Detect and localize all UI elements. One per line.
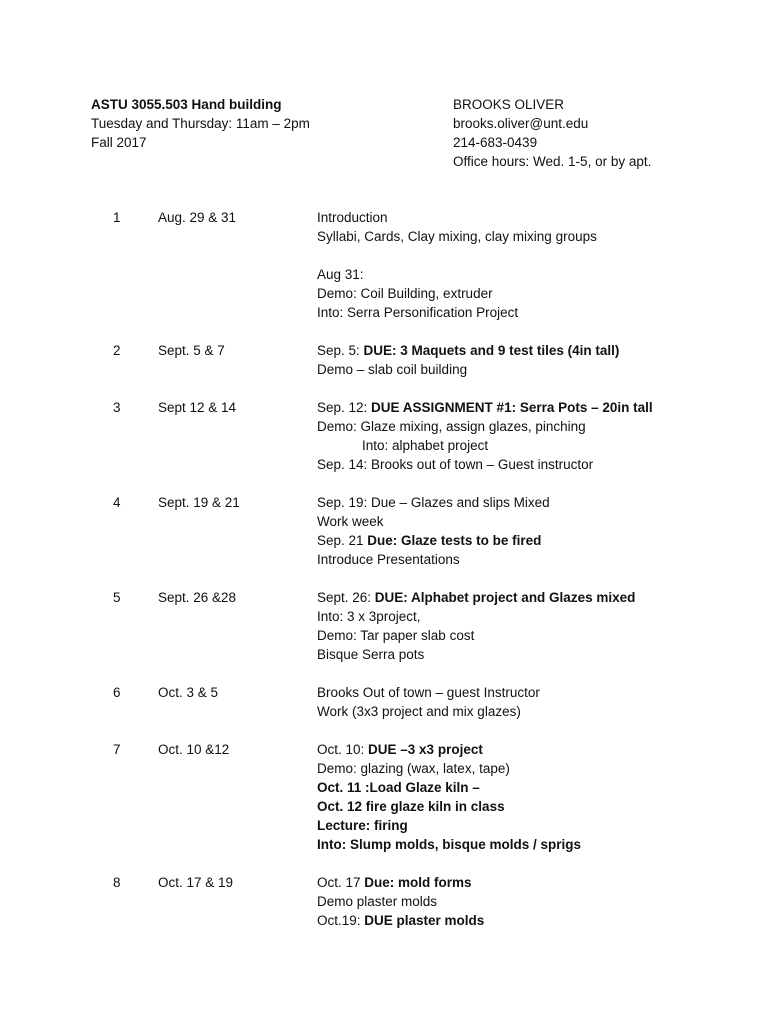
activity-text: Into: 3 x 3project, <box>317 609 421 624</box>
week-dates: Oct. 17 & 19 <box>158 875 234 890</box>
week-dates: Oct. 10 &12 <box>158 742 230 757</box>
activity-line <box>317 265 770 284</box>
activity-emphasis: DUE ASSIGNMENT #1: Serra Pots – 20in tall <box>371 400 653 415</box>
activity-text: Work (3x3 project and mix glazes) <box>317 704 521 719</box>
week-number: 8 <box>113 875 121 890</box>
activity-line <box>317 645 770 664</box>
week-spacer <box>0 379 770 398</box>
activity-text: Sep. 21 <box>317 533 368 548</box>
activity-text: Sep. 5: <box>317 343 364 358</box>
activity-text: Sep. 14: Brooks out of town – Guest instructor <box>317 457 594 472</box>
week-row <box>0 341 770 379</box>
activity-emphasis: Due: mold forms <box>364 875 472 890</box>
activity-emphasis: DUE plaster molds <box>364 913 485 928</box>
activity-line <box>317 208 770 227</box>
week-spacer <box>0 721 770 740</box>
activity-emphasis: Lecture: firing <box>317 818 408 833</box>
week-activities <box>317 740 770 854</box>
activity-emphasis: Oct. 11 :Load Glaze kiln – <box>317 780 480 795</box>
activity-line <box>317 436 770 455</box>
week-activities <box>317 493 770 569</box>
activity-line <box>317 797 770 816</box>
activity-line <box>317 892 770 911</box>
instructor-name: BROOKS OLIVER <box>453 97 565 112</box>
week-row <box>0 208 770 322</box>
activity-text: Demo: Tar paper slab cost <box>317 628 475 643</box>
week-spacer <box>0 664 770 683</box>
activity-line <box>317 398 770 417</box>
week-activities <box>317 873 770 930</box>
activity-line <box>317 911 770 930</box>
week-number: 6 <box>113 685 121 700</box>
activity-line <box>317 683 770 702</box>
activity-emphasis: DUE: 3 Maquets and 9 test tiles (4in tall) <box>363 343 620 358</box>
week-spacer <box>0 854 770 873</box>
week-number: 3 <box>113 400 121 415</box>
activity-text: Syllabi, Cards, Clay mixing, clay mixing groups <box>317 229 597 244</box>
activity-line <box>317 588 770 607</box>
activity-line <box>317 227 770 246</box>
activity-line <box>317 759 770 778</box>
week-row <box>0 588 770 664</box>
activity-text: Aug 31: <box>317 267 364 282</box>
week-row <box>0 398 770 474</box>
week-dates: Sept. 5 & 7 <box>158 343 225 358</box>
activity-line <box>317 740 770 759</box>
activity-line <box>317 417 770 436</box>
activity-line <box>317 816 770 835</box>
activity-line <box>317 607 770 626</box>
instructor-phone: 214-683-0439 <box>453 135 538 150</box>
week-spacer <box>0 322 770 341</box>
activity-text: Oct. 10: <box>317 742 369 757</box>
course-header <box>91 95 310 152</box>
activity-line <box>317 303 770 322</box>
activity-line <box>317 702 770 721</box>
activity-line <box>317 284 770 303</box>
week-dates: Sept 12 & 14 <box>158 400 237 415</box>
activity-text: Sep. 19: Due – Glazes and slips Mixed <box>317 495 550 510</box>
week-dates: Sept. 26 &28 <box>158 590 237 605</box>
office-hours: Office hours: Wed. 1-5, or by apt. <box>453 154 652 169</box>
activity-line <box>317 550 770 569</box>
week-spacer <box>0 474 770 493</box>
activity-text: Sept. 26: <box>317 590 375 605</box>
activity-line <box>317 341 770 360</box>
activity-line <box>317 512 770 531</box>
week-dates: Oct. 3 & 5 <box>158 685 219 700</box>
week-activities <box>317 683 770 721</box>
week-row <box>0 493 770 569</box>
activity-text: Demo: Glaze mixing, assign glazes, pinching <box>317 419 586 434</box>
week-activities <box>317 398 770 474</box>
activity-line <box>317 493 770 512</box>
activity-emphasis: Into: Slump molds, bisque molds / sprigs <box>317 837 582 852</box>
instructor-info <box>453 95 651 171</box>
activity-line <box>317 778 770 797</box>
activity-line <box>317 455 770 474</box>
activity-text: Brooks Out of town – guest Instructor <box>317 685 540 700</box>
activity-text: Demo: glazing (wax, latex, tape) <box>317 761 510 776</box>
activity-text: Introduction <box>317 210 388 225</box>
week-dates: Aug. 29 & 31 <box>158 210 237 225</box>
week-activities <box>317 208 770 322</box>
activity-text: Sep. 12: <box>317 400 372 415</box>
activity-text: Into: Serra Personification Project <box>317 305 519 320</box>
activity-text: Demo – slab coil building <box>317 362 468 377</box>
activity-line <box>317 873 770 892</box>
class-schedule: Tuesday and Thursday: 11am – 2pm <box>91 116 310 131</box>
activity-emphasis: Due: Glaze tests to be fired <box>367 533 542 548</box>
week-row <box>0 683 770 721</box>
instructor-email: brooks.oliver@unt.edu <box>453 116 589 131</box>
activity-line <box>317 246 770 265</box>
activity-text: Introduce Presentations <box>317 552 460 567</box>
course-title: ASTU 3055.503 Hand building <box>91 97 282 112</box>
week-row <box>0 740 770 854</box>
activity-line <box>317 626 770 645</box>
activity-line <box>317 835 770 854</box>
activity-line <box>317 360 770 379</box>
activity-emphasis: DUE –3 x3 project <box>368 742 483 757</box>
week-dates: Sept. 19 & 21 <box>158 495 240 510</box>
week-row <box>0 873 770 930</box>
term: Fall 2017 <box>91 135 147 150</box>
week-activities <box>317 588 770 664</box>
week-spacer <box>0 569 770 588</box>
activity-emphasis: DUE: Alphabet project and Glazes mixed <box>374 590 636 605</box>
activity-text: Oct. 17 <box>317 875 365 890</box>
week-number: 5 <box>113 590 121 605</box>
activity-line <box>317 531 770 550</box>
weekly-schedule <box>0 208 770 930</box>
activity-text: Demo plaster molds <box>317 894 438 909</box>
week-number: 2 <box>113 343 121 358</box>
activity-text: Work week <box>317 514 384 529</box>
week-activities <box>317 341 770 379</box>
activity-text: Demo: Coil Building, extruder <box>317 286 493 301</box>
activity-emphasis: Oct. 12 fire glaze kiln in class <box>317 799 505 814</box>
week-number: 7 <box>113 742 121 757</box>
week-number: 4 <box>113 495 121 510</box>
activity-text: Into: alphabet project <box>362 438 489 453</box>
week-number: 1 <box>113 210 121 225</box>
activity-text: Bisque Serra pots <box>317 647 425 662</box>
activity-text: Oct.19: <box>317 913 365 928</box>
